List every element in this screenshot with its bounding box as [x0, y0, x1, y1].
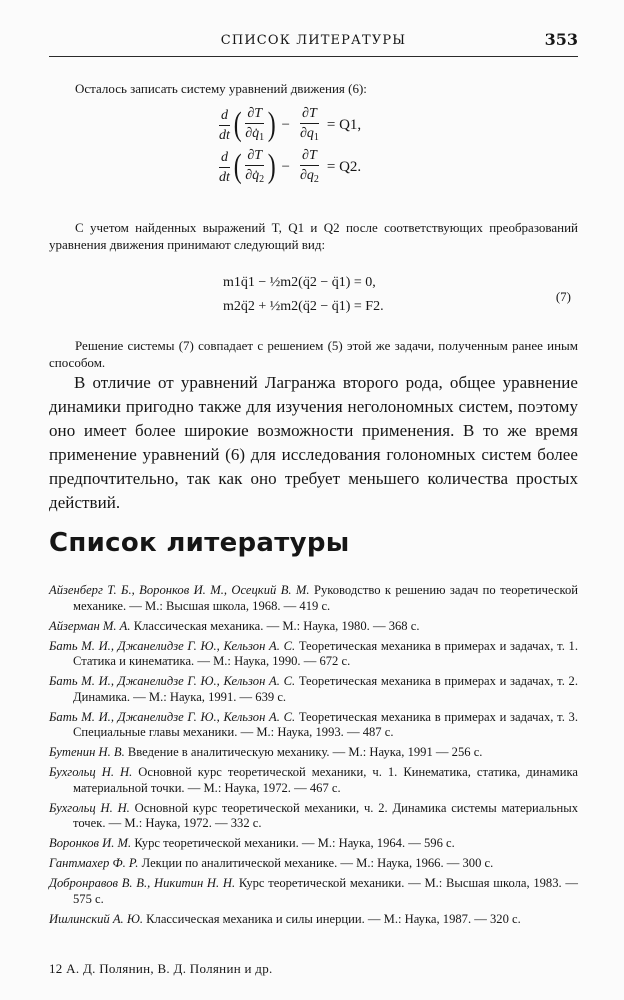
running-header [49, 25, 578, 57]
system-line-1: m1q̈1 − ½m2(q̈2 − q̈1) = 0, [223, 275, 376, 290]
main-paragraph: В отличие от уравнений Лагранжа второго рода, общее уравнение динамики пригодно также для изучения неголономных систем, поэтому оно имеет более широкие возможности применения. В то же время применение уравнений (6) для исследования голономных систем более предпочтительно, так как оно требует меньшего количества простых действий. [49, 373, 578, 512]
section-title: Список литературы [49, 528, 350, 558]
reference-item: Бать М. И., Джанелидзе Г. Ю., Кельзон А. С. Теоретическая механика в примерах и задачах, т. 2. Динамика. — М.: Наука, 1991. — 639 с. [49, 674, 578, 704]
intro-text: Осталось записать систему уравнений движения (6): [75, 81, 367, 96]
page-number: 353 [544, 30, 578, 49]
lagrange-rhs-2: = Q2. [326, 159, 362, 175]
conclusion-text: Решение системы (7) совпадает с решением (5) этой же задачи, полученным ранее иным способом. [49, 338, 578, 370]
reference-list [49, 583, 578, 932]
reference-item: Добронравов В. В., Никитин Н. Н. Курс теоретической механики. — М.: Высшая школа, 1983. — 575 с. [49, 876, 578, 906]
lagrange-equations [215, 104, 578, 188]
reference-item: Айзенберг Т. Б., Воронков И. М., Осецкий В. М. Руководство к решению задач по теоретической механике. — М.: Высшая школа, 1968. — 419 с. [49, 583, 578, 613]
footer-signature: 12 А. Д. Полянин, В. Д. Полянин и др. [49, 961, 273, 976]
reference-item: Воронков И. М. Курс теоретической механики. — М.: Наука, 1964. — 596 с. [49, 836, 455, 851]
reference-item: Ишлинский А. Ю. Классическая механика и силы инерции. — М.: Наука, 1987. — 320 с. [49, 911, 521, 926]
reference-item: Гантмахер Ф. Р. Лекции по аналитической механике. — М.: Наука, 1966. — 300 с. [49, 856, 494, 871]
reference-item: Айзерман М. А. Классическая механика. — М.: Наука, 1980. — 368 с. [49, 618, 420, 633]
header-title: СПИСОК ЛИТЕРАТУРЫ [220, 33, 407, 48]
equation-number: (7) [555, 289, 571, 304]
after-text: С учетом найденных выражений T, Q1 и Q2 после соответствующих преобразований уравнения движения принимают следующий вид: [49, 220, 578, 252]
reference-item: Бухгольц Н. Н. Основной курс теоретической механики, ч. 2. Динамика системы материальных точек. — М.: Наука, 1972. — 332 с. [49, 800, 578, 831]
lagrange-rhs-1: = Q1, [326, 117, 362, 133]
reference-item: Бутенин Н. В. Введение в аналитическую механику. — М.: Наука, 1991 — 256 с. [49, 745, 483, 760]
reference-item: Бухгольц Н. Н. Основной курс теоретической механики, ч. 1. Кинематика, статика, динамика материальной точки. — М.: Наука, 1972. — 467 с. [49, 765, 579, 795]
lagrange-equation-2: $\frac{d}{dt}$ ( $\frac{\partial T}{\partial q̇_2}$ ) − $\frac{\partial T}{\partial q_2}$ = Q2. [219, 147, 362, 185]
system-line-2: m2q̈2 + ½m2(q̈2 − q̈1) = F2. [223, 299, 384, 314]
lagrange-equation-1: $\frac{d}{dt}$ ( $\frac{\partial T}{\partial q̇_1}$ ) − $\frac{\partial T}{\partial q_1}$ = Q1, [219, 105, 362, 143]
reference-item: Бать М. И., Джанелидзе Г. Ю., Кельзон А. С. Теоретическая механика в примерах и задачах, т. 1. Статика и кинематика. — М.: Наука, 1990. — 672 с. [49, 638, 578, 669]
reference-item: Бать М. И., Джанелидзе Г. Ю., Кельзон А. С. Теоретическая механика в примерах и задачах, т. 3. Специальные главы механики. — М.: Наука, 1993. — 487 с. [49, 709, 578, 740]
